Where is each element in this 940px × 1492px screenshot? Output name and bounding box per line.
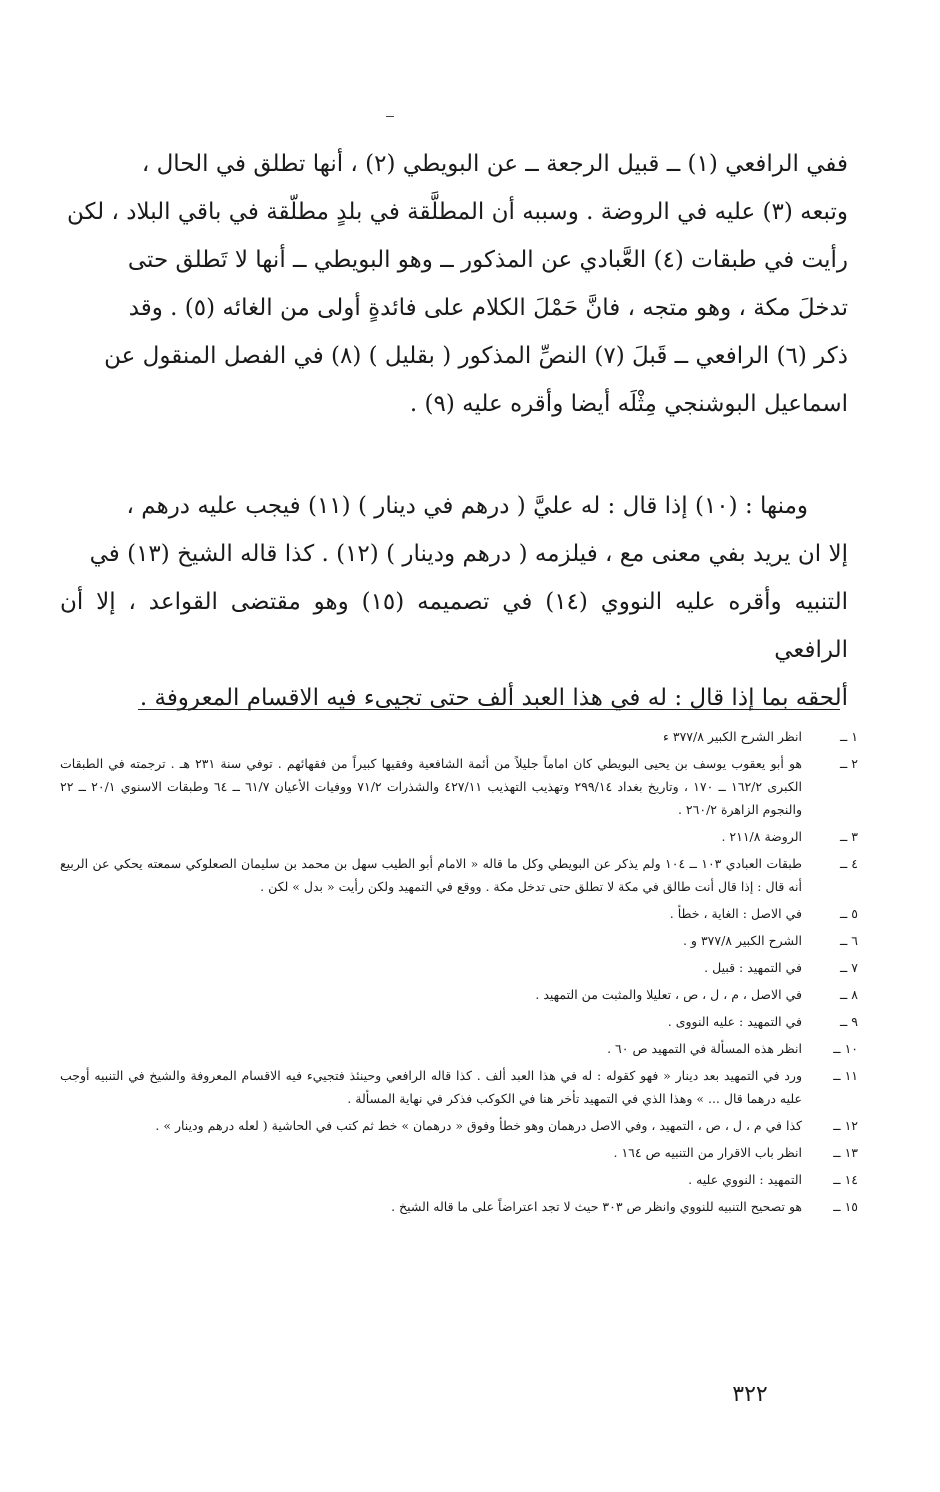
footnote xyxy=(60,1037,858,1060)
footnote xyxy=(60,825,858,848)
paragraph-1 xyxy=(60,140,848,428)
page-number: ٣٢٢ xyxy=(732,1382,768,1407)
footnote-text: في التمهيد : عليه النووى . xyxy=(667,1014,802,1029)
footnote xyxy=(60,929,858,952)
footnote-number: ١٥ ــ xyxy=(833,1199,858,1214)
footnote-divider xyxy=(138,709,840,710)
footnote xyxy=(60,852,858,898)
footnote-number: ٧ ــ xyxy=(839,960,858,975)
footnote-text: هو تصحيح التنبيه للنووي وانظر ص ٣٠٣ حيث لا تجد اعتراضاً على ما قاله الشيخ . xyxy=(391,1199,802,1214)
footnote-text: انظر هذه المسألة في التمهيد ص ٦٠ . xyxy=(607,1041,802,1056)
footnote-text: طبقات العبادي ١٠٣ ــ ١٠٤ ولم يذكر عن البويطي وكل ما قاله « الامام أبو الطيب سهل بن محمد بن سليمان الصعلوكي سمعته يحكي عن الربيع أنه قال : إذا قال أنت طالق في مكة لا تطلق حتى تدخل مكة . ووقع في التمهيد ولكن رأيت « بدل » لكن . xyxy=(60,856,802,894)
footnote-number: ١١ ــ xyxy=(833,1068,858,1083)
text-line: وتبعه (٣) عليه في الروضة . وسببه أن المطلَّقة في بلدٍ مطلّقة في باقي البلاد ، لكن xyxy=(66,199,848,225)
footnote-text: في التمهيد : قبيل . xyxy=(704,960,802,975)
footnote xyxy=(60,1168,858,1191)
footnote-number: ٥ ــ xyxy=(839,906,858,921)
text-line: ألحقه بما إذا قال : له في هذا العبد ألف حتى تجيىء فيه الاقسام المعروفة . xyxy=(139,685,848,711)
text-line: تدخلَ مكة ، وهو متجه ، فانَّ حَمْلَ الكلام على فائدةٍ أولى من الغائه (٥) . وقد xyxy=(128,295,848,321)
text-line: رأيت في طبقات (٤) العَّبادي عن المذكور ــ وهو البويطي ــ أنها لا تَطلق حتى xyxy=(127,247,848,273)
footnote-text: هو أبو يعقوب يوسف بن يحيى البويطي كان اماماً جليلاً من أئمة الشافعية وفقيها كبيراً من فقهائهم . توفي سنة ٢٣١ هـ . ترجمته في الطبقات الكبرى ١٦٢/٢ ــ ١٧٠ ، وتاريخ بغداد ٢٩٩/١٤ وتهذيب التهذيب ٤٢٧/١١ والشذرات ٧١/٢ ووفيات الأعيان ٦١/٧ ــ ٦٤ وطبقات الاسنوي ٢٠/١ ــ ٢٢ والنجوم الزاهرة ٢٦٠/٢ . xyxy=(60,756,802,817)
footnote-text: الروضة ٢١١/٨ . xyxy=(721,829,802,844)
footnote xyxy=(60,983,858,1006)
footnote-text: في الاصل ، م ، ل ، ص ، تعليلا والمثبت من التمهيد . xyxy=(535,987,802,1002)
footnote xyxy=(60,902,858,925)
footnote xyxy=(60,1195,858,1218)
footnote-text: انظر الشرح الكبير ٣٧٧/٨ ء xyxy=(663,729,802,744)
footnote-text: التمهيد : النووي عليه . xyxy=(688,1172,802,1187)
footnote xyxy=(60,1064,858,1110)
text-line: التنبيه وأقره عليه النووي (١٤) في تصميمه (١٥) وهو مقتضى القواعد ، إلا أن الرافعي xyxy=(60,589,848,663)
footnote-number: ٦ ــ xyxy=(839,933,858,948)
text-line: ذكر (٦) الرافعي ــ قَبلَ (٧) النصِّ المذكور ( بقليل ) (٨) في الفصل المنقول عن xyxy=(104,343,848,369)
footnote xyxy=(60,752,858,821)
footnote xyxy=(60,1141,858,1164)
text-line: ومنها : (١٠) إذا قال : له عليَّ ( درهم في دينار ) (١١) فيجب عليه درهم ، xyxy=(126,493,808,519)
footnote xyxy=(60,1010,858,1033)
footnote-number: ٨ ــ xyxy=(839,987,858,1002)
text-line: اسماعيل البوشنجي مِثْلَه أيضا وأقره عليه (٩) . xyxy=(409,391,848,417)
footnote-text: انظر باب الاقرار من التنبيه ص ١٦٤ . xyxy=(613,1145,802,1160)
footnote-number: ١٣ ــ xyxy=(833,1145,858,1160)
footnote-number: ١٢ ــ xyxy=(833,1118,858,1133)
footnote-text: في الاصل : الغاية ، خطأ . xyxy=(669,906,802,921)
footnote-text: ورد في التمهيد بعد دينار « فهو كقوله : له في هذا العبد ألف . كذا قاله الرافعي وحينئذ فتجييء فيه الاقسام المعروفة والشيخ في التنبيه أوجب عليه درهما قال ... » وهذا الذي في التمهيد تأخر هنا في الكوكب فذكر في نهاية المسألة . xyxy=(60,1068,802,1106)
footnote-text: كذا في م ، ل ، ص ، التمهيد ، وفي الاصل درهمان وهو خطأ وفوق « درهمان » خط ثم كتب في الحاشية ( لعله درهم ودينار » . xyxy=(155,1118,802,1133)
footnote-number: ١٤ ــ xyxy=(833,1172,858,1187)
footnote-number: ١٠ ــ xyxy=(833,1041,858,1056)
footnote-number: ٤ ــ xyxy=(839,856,858,871)
footnote-number: ٣ ــ xyxy=(839,829,858,844)
footnote-text: الشرح الكبير ٣٧٧/٨ و . xyxy=(682,933,802,948)
footnote-number: ٢ ــ xyxy=(839,756,858,771)
text-line: ففي الرافعي (١) ــ قبيل الرجعة ــ عن البويطي (٢) ، أنها تطلق في الحال ، xyxy=(141,151,848,177)
top-mark xyxy=(386,116,394,117)
footnotes xyxy=(60,725,858,1222)
footnote xyxy=(60,1114,858,1137)
paragraph-2 xyxy=(60,482,848,722)
footnote-number: ٩ ــ xyxy=(839,1014,858,1029)
footnote xyxy=(60,956,858,979)
text-line: إلا ان يريد بفي معنى مع ، فيلزمه ( درهم ودينار ) (١٢) . كذا قاله الشيخ (١٣) في xyxy=(89,541,848,567)
footnote-number: ١ ــ xyxy=(839,729,858,744)
footnote xyxy=(60,725,858,748)
